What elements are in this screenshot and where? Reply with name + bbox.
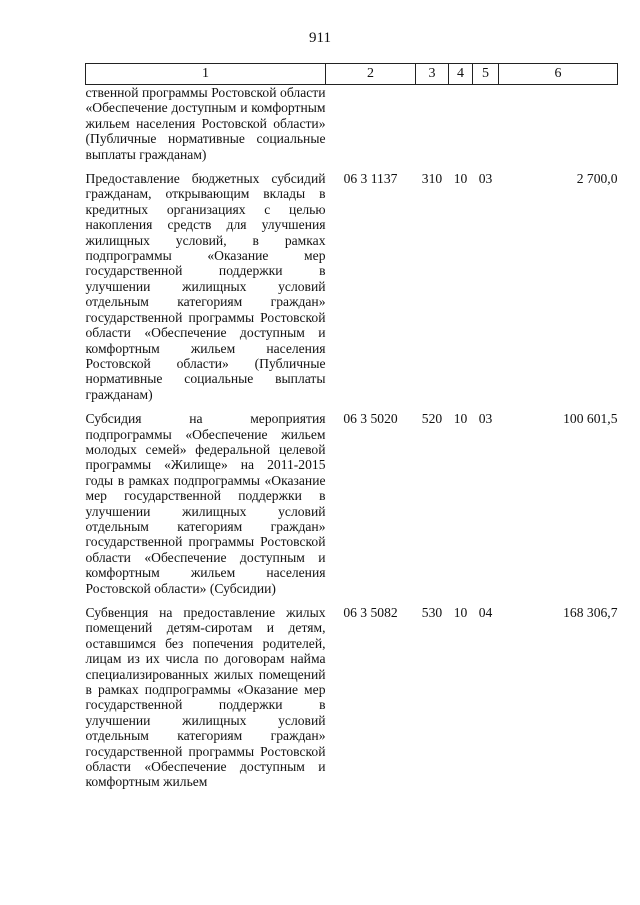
table-row <box>86 602 618 796</box>
row-target-code: 06 3 5020 <box>343 411 398 427</box>
row-section: 10 <box>453 171 468 187</box>
table-row <box>86 85 618 169</box>
page-number: 911 <box>309 30 331 46</box>
row-expense-type: 310 <box>421 171 443 187</box>
row-subsection <box>473 85 499 169</box>
header-col-4: 4 <box>449 64 473 85</box>
header-col-3: 3 <box>416 64 449 85</box>
header-col-6: 6 <box>499 64 618 85</box>
row-subsection: 03 <box>478 171 493 187</box>
row-subsection: 03 <box>478 411 493 427</box>
row-expense-type <box>416 85 449 169</box>
table-header-row <box>86 64 618 85</box>
row-amount: 168 306,7 <box>563 605 618 620</box>
row-description: Субвенция на предоставление жилых помещений детям-сиротам и детям, оставшимся без попечения родителей, лицам из их числа по договорам найма специализированных жилых помещений в рамках подпрограммы «Оказание мер государственной поддержки в улучшении жилищных условий отдельным категориям граждан» государственной программы Ростовской области «Обеспечение доступным и комфортным жильем <box>85 605 326 790</box>
row-section: 10 <box>453 605 468 620</box>
row-description: ственной программы Ростовской области «Обеспечение доступным и комфортным жильем населения Ростовской области» (Публичные нормативные социальные выплаты гражданам) <box>85 85 326 162</box>
row-section: 10 <box>453 411 468 427</box>
header-col-5: 5 <box>473 64 499 85</box>
row-target-code: 06 3 5082 <box>343 605 398 620</box>
table-row <box>86 408 618 602</box>
row-expense-type: 530 <box>421 605 443 620</box>
row-description: Субсидия на мероприятия подпрограммы «Обеспечение жильем молодых семей» федеральной целевой программы «Жилище» на 2011-2015 годы в рамках подпрограммы «Оказание мер государственной поддержки в улучшении жилищных условий отдельным категориям граждан» государственной программы Ростовской области «Обеспечение доступным и комфортным жильем населения Ростовской области» (Субсидии) <box>85 411 326 596</box>
budget-table <box>85 63 618 796</box>
header-col-1: 1 <box>86 64 326 85</box>
header-col-2: 2 <box>326 64 416 85</box>
row-target-code <box>326 85 416 169</box>
table-row <box>86 168 618 408</box>
row-amount <box>499 85 618 169</box>
row-amount: 2 700,0 <box>576 171 618 187</box>
row-description: Предоставление бюджетных субсидий гражданам, открывающим вклады в кредитных организациях с целью накопления средств для улучшения жилищных условий, в рамках подпрограммы «Оказание мер государственной поддержки в улучшении жилищных условий отдельным категориям граждан» государственной программы Ростовской области «Обеспечение доступным и комфортным жильем населения Ростовской области» (Публичные нормативные социальные выплаты гражданам) <box>85 171 326 402</box>
row-section <box>449 85 473 169</box>
row-amount: 100 601,5 <box>563 411 618 427</box>
row-expense-type: 520 <box>421 411 443 427</box>
row-target-code: 06 3 1137 <box>343 171 398 187</box>
row-subsection: 04 <box>478 605 493 620</box>
